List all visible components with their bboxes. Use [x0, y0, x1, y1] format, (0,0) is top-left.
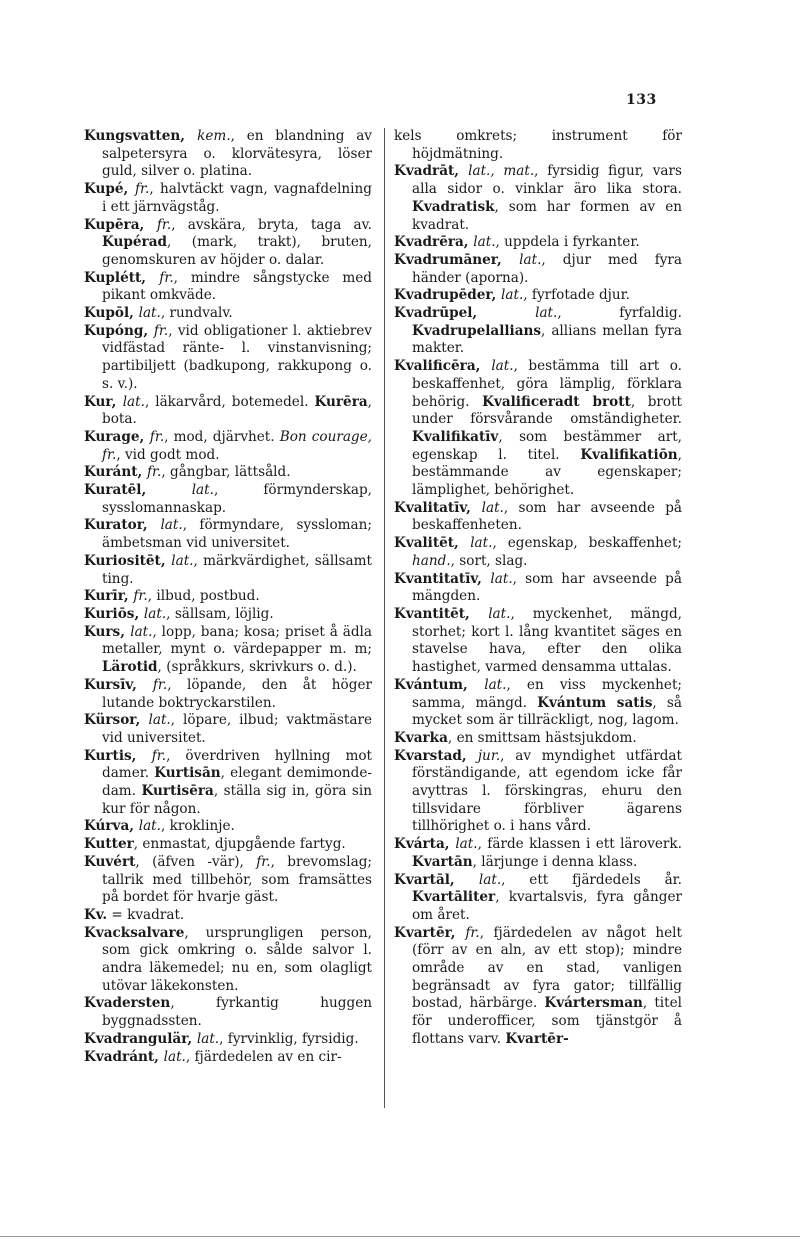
- abbreviation: lat.: [143, 605, 167, 622]
- headword: Kuplétt,: [84, 269, 160, 286]
- definition-text: , bestämmande av egenskaper; lämplighet, behörighet.: [412, 446, 682, 499]
- abbreviation: lat.: [481, 499, 504, 516]
- definition-text: , brevomslag; tallrik med tillbehör, som framsättes på bordet för hvarje gäst.: [102, 853, 372, 906]
- dictionary-entry: [394, 872, 682, 925]
- definition-text: , fyrfotade djur.: [523, 287, 630, 304]
- dictionary-entry: [84, 854, 372, 907]
- dictionary-entry: [394, 287, 682, 305]
- dictionary-entry: [394, 606, 682, 677]
- dictionary-entry: [394, 252, 682, 287]
- abbreviation: lat.: [473, 234, 496, 251]
- dictionary-entry: [84, 464, 372, 482]
- headword: Kvalificeradt brott: [482, 393, 631, 410]
- headword: Kvadersten: [84, 995, 171, 1012]
- abbreviation: lat.: [519, 251, 542, 268]
- headword: Kv.: [84, 906, 108, 923]
- headword: Kupēra,: [84, 216, 157, 233]
- abbreviation: fr.: [133, 588, 148, 605]
- dictionary-entry: [394, 358, 682, 500]
- dictionary-entry: [394, 128, 682, 163]
- headword: Kvadrēra,: [394, 234, 474, 251]
- definition-text: , sort, slag.: [450, 552, 528, 569]
- definition-text: , lopp, bana; kosa; priset å ädla metaller, mynt o. värdepapper m. m;: [102, 623, 372, 658]
- definition-text: , bestämma till art o. beskaffenhet, göra lämplig, förklara behörig.: [412, 358, 682, 410]
- abbreviation: Bon courage, fr.: [102, 428, 372, 463]
- headword: Kurage,: [84, 428, 150, 445]
- definition-text: , färde klassen i ett läroverk.: [477, 836, 682, 853]
- headword: Kupérad: [102, 234, 168, 251]
- dictionary-entry: [84, 818, 372, 836]
- definition-text: , kroklinje.: [160, 818, 235, 835]
- abbreviation: lat.: [171, 552, 194, 569]
- headword: Lärotid: [102, 659, 158, 676]
- definition-text: , fyrvinklig, fyrsidig.: [219, 1030, 359, 1047]
- abbreviation: lat.: [535, 305, 558, 322]
- abbreviation: fr.: [149, 428, 165, 445]
- dictionary-entry: [84, 748, 372, 819]
- abbreviation: fr.: [135, 181, 150, 198]
- headword: Kvarka: [394, 729, 448, 746]
- dictionary-entry: [394, 571, 682, 606]
- headword: Kvántum,: [394, 676, 485, 693]
- dictionary-entry: [84, 606, 372, 624]
- definition-text: , gångbar, lättsåld.: [161, 464, 291, 481]
- definition-text: = kvadrat.: [107, 906, 185, 923]
- abbreviation: lat.: [478, 871, 502, 888]
- headword: Kupōl,: [84, 305, 139, 322]
- dictionary-entry: [84, 429, 372, 464]
- dictionary-entry: [394, 305, 682, 358]
- definition-text: , kvartalsvis, fyra gånger om året.: [412, 889, 682, 923]
- abbreviation: lat.: [163, 1048, 186, 1065]
- headword: Kupóng,: [84, 322, 154, 339]
- definition-text: , så mycket som är tillräckligt, nog, lagom.: [412, 694, 683, 729]
- headword: Kur,: [84, 393, 123, 410]
- definition-text: , ursprungligen person, som gick omkring o. sålde salvor l. andra läkemedel; nu en, som olagligt utövar läkekonsten.: [102, 924, 372, 994]
- abbreviation: hand.: [412, 552, 451, 569]
- dictionary-entry: [394, 925, 682, 1049]
- headword: Kuránt,: [84, 464, 147, 481]
- definition-text: , avskära, bryta, taga av.: [171, 216, 372, 233]
- definition-text: , mod, djärvhet.: [164, 428, 280, 445]
- abbreviation: lat.: [148, 712, 171, 729]
- abbreviation: jur.: [477, 747, 501, 764]
- definition-text: , fyrkantig huggen byggnadssten.: [102, 995, 372, 1030]
- headword: Kuratēl,: [84, 482, 192, 499]
- abbreviation: lat.: [191, 482, 214, 499]
- headword: Kvartān: [412, 853, 473, 870]
- definition-text: , som har formen av en kvadrat.: [412, 198, 682, 233]
- dictionary-entry: [84, 128, 372, 181]
- page-number: 133: [626, 92, 657, 108]
- headword: Kúrva,: [84, 818, 139, 835]
- dictionary-entry: [394, 163, 682, 234]
- dictionary-entry: [394, 234, 682, 252]
- definition-text: , titel för underofficer, som tjänstgör å flottans varv.: [412, 995, 682, 1047]
- headword: Kungsvatten,: [84, 128, 198, 144]
- dictionary-entry: [394, 730, 682, 748]
- abbreviation: lat.: [490, 570, 513, 587]
- definition-text: , fjärdedelen av något helt (förr av en aln, av ett stop); mindre område av en stad, vanligen begränsadt av fyra gator; tillfällig bostad, härbärge.: [412, 924, 682, 1012]
- definition-text: , djur med fyra händer (aporna).: [412, 251, 683, 286]
- headword: Kvadrupēder,: [394, 287, 502, 304]
- definition-text: , mindre sångstycke med pikant omkväde.: [102, 269, 372, 304]
- dictionary-entry: [84, 925, 372, 996]
- definition-text: , en smittsam hästsjukdom.: [447, 729, 637, 746]
- definition-text: , egenskap, beskaffenhet;: [492, 535, 683, 552]
- headword: Kvántum satis: [537, 694, 653, 711]
- dictionary-entry: [84, 907, 372, 925]
- dictionary-entry: [84, 588, 372, 606]
- headword: Kurīr,: [84, 588, 134, 605]
- definition-text: , vid godt mod.: [116, 446, 220, 463]
- headword: Kvadrumāner,: [394, 251, 520, 268]
- right-column: [394, 128, 682, 1049]
- dictionary-entry: [84, 553, 372, 588]
- definition-text: , ett fjärdedels år.: [501, 871, 682, 888]
- headword: Kursīv,: [84, 676, 153, 693]
- headword: Kvalifikatiōn: [580, 446, 678, 463]
- page-edge: [0, 1236, 800, 1237]
- definition-text: , förmyndare, syssloman; ämbetsman vid universitet.: [102, 517, 372, 552]
- definition-text: , som bestämmer art, egenskap l. titel.: [412, 428, 682, 463]
- headword: Kvantitēt,: [394, 605, 489, 622]
- dictionary-entry: [84, 323, 372, 394]
- definition-text: , läkarvård, botemedel.: [144, 393, 315, 410]
- definition-text: , fjärdedelen av en cir-: [185, 1048, 342, 1065]
- headword: Kvadrangulär,: [84, 1030, 197, 1047]
- abbreviation: lat.: [160, 517, 183, 534]
- headword: Kvartāliter: [412, 889, 496, 906]
- definition-text: , (mark, trakt), bruten, genomskuren av höjder o. dalar.: [102, 234, 372, 268]
- definition-text: , bota.: [102, 393, 372, 428]
- abbreviation: fr.: [153, 322, 169, 339]
- headword: Kvalificēra,: [394, 358, 492, 375]
- abbreviation: lat.: [455, 836, 478, 853]
- abbreviation: fr.: [159, 269, 174, 286]
- headword: Kvartāl,: [394, 871, 479, 888]
- left-column: [84, 128, 372, 1066]
- abbreviation: lat.: [501, 287, 524, 304]
- headword: Kurēra: [314, 393, 368, 410]
- definition-text: , elegant demimonde-dam.: [102, 765, 372, 800]
- definition-text: , som har avseende på mängden.: [412, 570, 682, 605]
- definition-text: , förmynderskap, sysslomannaskap.: [102, 482, 372, 516]
- headword: Kürsor,: [84, 712, 149, 729]
- abbreviation: kem.: [197, 128, 231, 144]
- definition-text: , ilbud, postbud.: [147, 588, 260, 605]
- definition-text: , uppdela i fyrkanter.: [495, 234, 640, 251]
- abbreviation: lat.: [130, 623, 153, 640]
- abbreviation: lat., mat.: [468, 163, 535, 180]
- headword: Kvantitatīv,: [394, 570, 491, 587]
- headword: Kvarstad,: [394, 747, 478, 764]
- headword: Kvadratisk: [412, 198, 495, 215]
- dictionary-entry: [394, 836, 682, 871]
- definition-text: , löpare, ilbud; vaktmästare vid universitet.: [102, 712, 372, 746]
- headword: Kvartēr-: [505, 1030, 569, 1047]
- abbreviation: lat.: [138, 818, 161, 835]
- dictionary-entry: [84, 217, 372, 270]
- headword: Kvalitēt,: [394, 535, 471, 552]
- abbreviation: lat.: [470, 535, 493, 552]
- definition-text: , ställa sig in, göra sin kur för någon.: [102, 783, 372, 817]
- definition-text: kels omkrets; instrument för höjdmätning.: [394, 128, 682, 162]
- headword: Kvártersman: [544, 995, 643, 1012]
- abbreviation: lat.: [491, 358, 514, 375]
- definition-text: , (språkkurs, skrivkurs o. d.).: [157, 659, 357, 676]
- definition-text: , lärjunge i denna klass.: [472, 853, 638, 870]
- definition-text: , en blandning av salpetersyra o. klorvätesyra, löser guld, silver o. platina.: [102, 128, 372, 180]
- definition-text: , enmastat, djupgående fartyg.: [133, 836, 346, 853]
- headword: Kurtis,: [84, 747, 152, 764]
- dictionary-entry: [84, 305, 372, 323]
- dictionary-entry: [394, 535, 682, 570]
- column-divider: [384, 128, 385, 1108]
- headword: Kuriositēt,: [84, 552, 172, 569]
- headword: Kvadrūpel,: [394, 305, 536, 322]
- definition-text: , en viss myckenhet; samma, mängd.: [412, 676, 682, 711]
- dictionary-entry: [84, 181, 372, 216]
- abbreviation: lat.: [488, 605, 511, 622]
- dictionary-entry: [84, 836, 372, 854]
- definition-text: , märkvärdighet, sällsamt ting.: [102, 552, 372, 587]
- abbreviation: fr.: [156, 216, 172, 233]
- dictionary-entry: [84, 482, 372, 517]
- abbreviation: fr.: [465, 924, 480, 941]
- headword: Kvadrāt,: [394, 163, 469, 180]
- abbreviation: lat.: [196, 1030, 220, 1047]
- dictionary-entry: [84, 995, 372, 1030]
- definition-text: , löpande, den åt höger lutande boktryckarstilen.: [102, 676, 372, 711]
- definition-text: , halvtäckt vagn, vagnafdelning i ett järnvägståg.: [102, 181, 372, 215]
- abbreviation: lat.: [138, 305, 161, 322]
- definition-text: , överdriven hyllning mot damer.: [102, 747, 372, 782]
- abbreviation: fr.: [152, 676, 168, 693]
- headword: Kvalitatīv,: [394, 499, 482, 516]
- dictionary-entry: [84, 270, 372, 305]
- headword: Kvadrupelallians: [412, 322, 542, 339]
- dictionary-entry: [84, 624, 372, 677]
- headword: Kvalifikatīv: [412, 428, 499, 445]
- dictionary-entry: [84, 1031, 372, 1049]
- headword: Kurator,: [84, 517, 161, 534]
- definition-text: , vid obligationer l. aktiebrev vidfästad ränte- l. vinstanvisning; partibiljett (badkupong, rakkupong o. s. v.).: [102, 322, 372, 392]
- headword: Kurs,: [84, 623, 131, 640]
- definition-text: , fyrsidig figur, vars alla sidor o. vinklar äro lika stora.: [412, 163, 682, 198]
- dictionary-entry: [84, 712, 372, 747]
- definition-text: , rundvalv.: [160, 305, 233, 322]
- definition-text: , sällsam, löjlig.: [166, 605, 274, 622]
- abbreviation: lat.: [122, 393, 145, 410]
- dictionary-entry: [394, 748, 682, 837]
- dictionary-entry: [84, 1049, 372, 1067]
- dictionary-entry: [84, 517, 372, 552]
- abbreviation: fr.: [256, 853, 271, 870]
- definition-text: , fyrfaldig.: [557, 305, 682, 322]
- headword: Kvadránt,: [84, 1048, 164, 1065]
- headword: Kvartēr,: [394, 924, 466, 941]
- abbreviation: fr.: [151, 747, 167, 764]
- headword: Kutter: [84, 836, 134, 853]
- dictionary-entry: [394, 500, 682, 535]
- abbreviation: lat.: [484, 676, 507, 693]
- dictionary-entry: [84, 394, 372, 429]
- dictionary-entry: [84, 677, 372, 712]
- definition-text: , allians mellan fyra makter.: [412, 322, 682, 357]
- headword: Kurtisēra: [141, 783, 214, 800]
- headword: Kupé,: [84, 181, 136, 198]
- dictionary-entry: [394, 677, 682, 730]
- headword: Kvacksalvare: [84, 924, 185, 941]
- definition-text: , som har avseende på beskaffenheten.: [412, 499, 682, 534]
- definition-text: , (äfven -vär),: [135, 853, 257, 870]
- headword: Kvárta,: [394, 836, 456, 853]
- abbreviation: fr.: [147, 464, 162, 481]
- headword: Kuriōs,: [84, 605, 144, 622]
- headword: Kurtisān: [154, 765, 221, 782]
- definition-text: , av myndighet utfärdat förständigande, att egendom icke får avyttras l. förskingras, ehuru den tillsvidare förbliver ägarens tillhörighet o. i hans vård.: [412, 747, 682, 835]
- definition-text: , brott under försvårande omständigheter.: [412, 393, 682, 428]
- headword: Kuvért: [84, 853, 136, 870]
- definition-text: , myckenhet, mängd, storhet; kort l. lång kvantitet säges en stavelse hava, efter den olika hastighet, varmed densamma uttalas.: [412, 605, 682, 676]
